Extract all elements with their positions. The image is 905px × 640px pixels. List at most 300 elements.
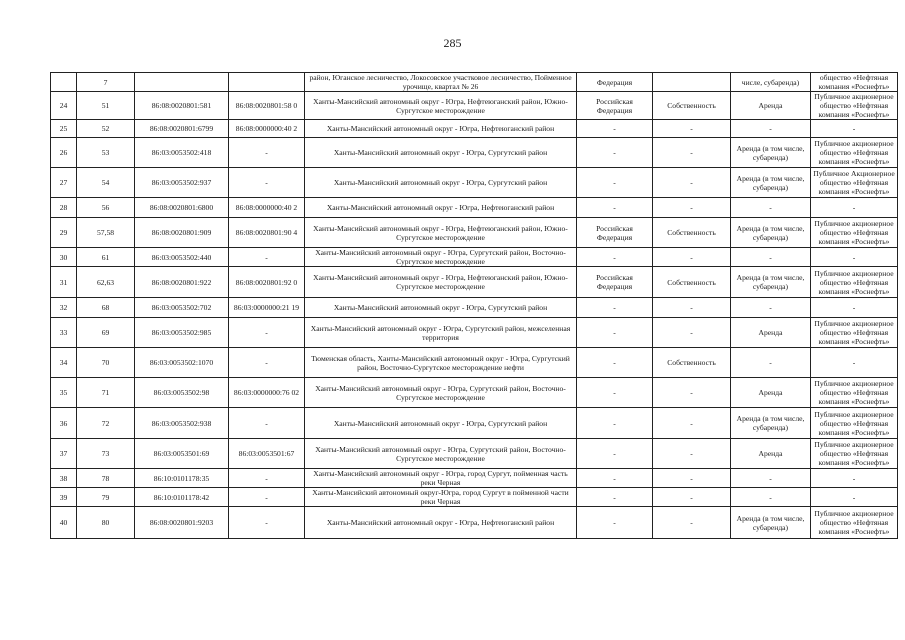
cadastral-number-cell xyxy=(135,298,229,318)
row-number-cell xyxy=(51,439,77,469)
row-number-cell-text: 29 xyxy=(59,228,68,237)
holder-cell-text: - xyxy=(852,124,856,133)
parent-cadastral-number-cell xyxy=(229,507,305,539)
owner-cell xyxy=(577,488,653,507)
encumbrance-cell-text: - xyxy=(769,303,772,312)
owner-cell xyxy=(577,469,653,488)
plot-index-cell-text: 68 xyxy=(101,303,110,312)
holder-cell xyxy=(811,507,898,539)
plot-index-cell xyxy=(77,198,135,218)
owner-cell-text: - xyxy=(613,418,616,428)
parent-cadastral-number-cell-text: 86:03:0053501:67 xyxy=(238,449,295,458)
encumbrance-cell xyxy=(731,218,811,248)
cadastral-number-cell xyxy=(135,138,229,168)
encumbrance-cell xyxy=(731,168,811,198)
owner-cell-text: - xyxy=(613,124,616,133)
right-type-cell-text: - xyxy=(690,124,693,133)
plot-index-cell-text: 57,58 xyxy=(96,228,115,237)
holder-cell-text: Публичное акционерное общество «Нефтяная компания «Роснефть» xyxy=(814,409,894,437)
owner-cell xyxy=(577,138,653,168)
owner-cell-text: - xyxy=(613,449,616,458)
encumbrance-cell-text: - xyxy=(769,358,772,367)
parent-cadastral-number-cell xyxy=(229,318,305,348)
plot-index-cell-text: 69 xyxy=(101,328,110,337)
cadastral-number-cell xyxy=(135,439,229,469)
right-type-cell-text: - xyxy=(690,178,693,187)
encumbrance-cell-text: - xyxy=(769,203,772,212)
holder-cell xyxy=(811,318,898,348)
row-number-cell xyxy=(51,168,77,198)
plot-index-cell-text: 80 xyxy=(101,518,110,527)
address-cell xyxy=(305,488,577,507)
row-number-cell-text: 30 xyxy=(59,252,68,262)
cadastral-number-cell-text: 86:03:0053502:985 xyxy=(151,328,212,337)
owner-cell-text: - xyxy=(613,148,616,157)
plot-index-cell xyxy=(77,120,135,138)
row-number-cell xyxy=(51,248,77,267)
owner-cell xyxy=(577,378,653,408)
right-type-cell-text: - xyxy=(690,518,693,527)
encumbrance-cell-text: Аренда xyxy=(758,101,783,110)
row-number-cell-text: 32 xyxy=(59,303,68,312)
encumbrance-cell-text: Аренда (в том числе, субаренда) xyxy=(736,513,805,532)
owner-cell-text: Российская Федерация xyxy=(596,96,633,115)
right-type-cell xyxy=(653,469,731,488)
address-cell xyxy=(305,348,577,378)
plot-index-cell xyxy=(77,348,135,378)
owner-cell-text: - xyxy=(613,358,616,367)
address-cell-text: Ханты-Мансийский автономный округ - Югра, Нефтеюганский район xyxy=(326,518,555,527)
owner-cell-text: - xyxy=(613,252,616,262)
parent-cadastral-number-cell-text: 86:08:0020801:58 0 xyxy=(235,101,298,110)
cadastral-number-cell-text: 86:03:0053502:1070 xyxy=(149,358,214,367)
right-type-cell-text: - xyxy=(690,328,693,337)
address-cell xyxy=(305,138,577,168)
address-cell-text: Ханты-Мансийский автономный округ - Югра, Сургутский район xyxy=(333,418,548,428)
plot-index-cell xyxy=(77,439,135,469)
holder-cell-text: Публичное акционерное общество «Нефтяная компания «Роснефть» xyxy=(814,268,894,296)
holder-cell xyxy=(811,469,898,488)
table-row xyxy=(51,408,898,439)
address-cell-text: Ханты-Мансийский автономный округ - Югра, город Сургут, пойменная часть реки Черная xyxy=(313,469,568,487)
cadastral-number-cell xyxy=(135,248,229,267)
row-number-cell-text: 36 xyxy=(59,418,68,428)
address-cell xyxy=(305,120,577,138)
right-type-cell xyxy=(653,198,731,218)
encumbrance-cell-text: Аренда xyxy=(758,388,783,397)
right-type-cell-text: - xyxy=(690,492,693,502)
encumbrance-cell xyxy=(731,378,811,408)
right-type-cell xyxy=(653,92,731,120)
row-number-cell-text: 25 xyxy=(59,124,68,133)
plot-index-cell-text: 61 xyxy=(101,252,110,262)
address-cell-text: Ханты-Мансийский автономный округ - Югра, Нефтеюганский район xyxy=(326,124,555,133)
holder-cell-text: - xyxy=(852,303,856,312)
cadastral-number-cell-text: 86:08:0020801:909 xyxy=(151,228,212,237)
right-type-cell xyxy=(653,138,731,168)
cadastral-number-cell xyxy=(135,507,229,539)
encumbrance-cell xyxy=(731,120,811,138)
parent-cadastral-number-cell-text: - xyxy=(265,178,268,187)
address-cell-text: Ханты-Мансийский автономный округ - Югра, Сургутский район xyxy=(333,178,548,187)
right-type-cell-text: - xyxy=(690,418,693,428)
address-cell xyxy=(305,469,577,488)
address-cell-text: Ханты-Мансийский автономный округ - Югра, Нефтеюганский район, Южно-Сургутское месторождение xyxy=(313,273,568,291)
owner-cell-text: Российская Федерация xyxy=(596,273,633,291)
row-number-cell-text: 40 xyxy=(59,518,68,527)
plot-index-cell xyxy=(77,168,135,198)
cadastral-number-cell-text: 86:10:0101178:42 xyxy=(153,492,210,502)
cadastral-number-cell xyxy=(135,92,229,120)
cadastral-number-cell xyxy=(135,408,229,439)
owner-cell-text: - xyxy=(613,203,616,212)
owner-cell xyxy=(577,348,653,378)
right-type-cell xyxy=(653,408,731,439)
cadastral-number-cell xyxy=(135,488,229,507)
encumbrance-cell-text: Аренда (в том числе, субаренда) xyxy=(736,414,805,432)
parent-cadastral-number-cell xyxy=(229,378,305,408)
parent-cadastral-number-cell-text: - xyxy=(265,358,268,367)
address-cell-text: Ханты-Мансийский автономный округ - Югра, Сургутский район, Восточно-Сургутское месторождение xyxy=(315,444,566,463)
row-number-cell xyxy=(51,318,77,348)
plot-index-cell xyxy=(77,469,135,488)
right-type-cell xyxy=(653,378,731,408)
cadastral-number-cell xyxy=(135,267,229,298)
address-cell-text: Ханты-Мансийский автономный округ - Югра, Сургутский район xyxy=(333,303,548,312)
plot-index-cell xyxy=(77,408,135,439)
holder-cell xyxy=(811,378,898,408)
plot-index-cell-text: 56 xyxy=(101,203,110,212)
address-cell-text: Ханты-Мансийский автономный округ - Югра, Сургутский район, межселенная территория xyxy=(310,323,571,342)
owner-cell-text: - xyxy=(613,303,616,312)
cadastral-number-cell-text: 86:03:0053502:938 xyxy=(151,418,212,428)
owner-cell xyxy=(577,73,653,92)
encumbrance-cell-text: - xyxy=(769,252,772,262)
holder-cell xyxy=(811,488,898,507)
plot-index-cell-text: 53 xyxy=(101,148,110,157)
right-type-cell xyxy=(653,120,731,138)
parent-cadastral-number-cell-text: - xyxy=(265,518,268,527)
address-cell xyxy=(305,408,577,439)
encumbrance-cell xyxy=(731,507,811,539)
holder-cell xyxy=(811,439,898,469)
cadastral-number-cell-text: 86:08:0020801:581 xyxy=(151,101,212,110)
plot-index-cell-text: 72 xyxy=(101,418,110,428)
row-number-cell xyxy=(51,348,77,378)
owner-cell xyxy=(577,267,653,298)
parent-cadastral-number-cell-text: - xyxy=(265,328,268,337)
encumbrance-cell-text: Аренда (в том числе, субаренда) xyxy=(736,143,805,162)
holder-cell-text: - xyxy=(852,358,856,367)
encumbrance-cell xyxy=(731,488,811,507)
holder-cell-text: - xyxy=(852,252,856,262)
right-type-cell xyxy=(653,298,731,318)
address-cell-text: район, Юганское лесничество, Локосовское участковое лесничество, Пойменное урочище, квартал № 26 xyxy=(309,73,572,91)
row-number-cell-text: 31 xyxy=(59,277,68,287)
row-number-cell xyxy=(51,488,77,507)
table-row xyxy=(51,218,898,248)
cadastral-number-cell-text: 86:08:0020801:922 xyxy=(151,277,212,287)
row-number-cell xyxy=(51,92,77,120)
owner-cell xyxy=(577,439,653,469)
holder-cell xyxy=(811,73,898,92)
right-type-cell-text: - xyxy=(690,303,693,312)
plot-index-cell-text: 62,63 xyxy=(96,277,115,287)
plot-index-cell xyxy=(77,507,135,539)
encumbrance-cell-text: - xyxy=(769,473,772,483)
right-type-cell xyxy=(653,73,731,92)
row-number-cell xyxy=(51,198,77,218)
cadastral-number-cell-text: 86:03:0053502:702 xyxy=(151,303,212,312)
address-cell-text: Тюменская область, Ханты-Мансийский автономный округ - Югра, Сургутский район, Восточно-Сургутское месторождение нефти xyxy=(311,353,570,372)
table-row xyxy=(51,507,898,539)
address-cell-text: Ханты-Мансийский автономный округ - Югра, Нефтеюганский район xyxy=(326,203,555,212)
parent-cadastral-number-cell-text: - xyxy=(265,492,268,502)
right-type-cell xyxy=(653,168,731,198)
encumbrance-cell xyxy=(731,92,811,120)
table-row xyxy=(51,120,898,138)
row-number-cell xyxy=(51,218,77,248)
holder-cell xyxy=(811,267,898,298)
holder-cell xyxy=(811,218,898,248)
encumbrance-cell xyxy=(731,439,811,469)
plot-index-cell-text: 70 xyxy=(101,358,110,367)
parent-cadastral-number-cell xyxy=(229,469,305,488)
table-row xyxy=(51,378,898,408)
parent-cadastral-number-cell xyxy=(229,92,305,120)
owner-cell xyxy=(577,92,653,120)
page-number: 285 xyxy=(443,36,462,50)
row-number-cell-text: 39 xyxy=(59,492,68,502)
parent-cadastral-number-cell-text: 86:03:0000000:21 19 xyxy=(233,303,300,312)
plot-index-cell xyxy=(77,218,135,248)
right-type-cell-text: - xyxy=(690,203,693,212)
right-type-cell-text: Собственность xyxy=(667,358,716,367)
encumbrance-cell xyxy=(731,408,811,439)
land-plot-registry-table xyxy=(50,72,898,539)
parent-cadastral-number-cell xyxy=(229,488,305,507)
parent-cadastral-number-cell xyxy=(229,120,305,138)
encumbrance-cell-text: - xyxy=(769,124,772,133)
parent-cadastral-number-cell xyxy=(229,298,305,318)
holder-cell-text: Публичное акционерное общество «Нефтяная компания «Роснефть» xyxy=(814,92,894,119)
right-type-cell xyxy=(653,507,731,539)
parent-cadastral-number-cell-text: - xyxy=(265,148,268,157)
right-type-cell xyxy=(653,267,731,298)
right-type-cell xyxy=(653,348,731,378)
owner-cell xyxy=(577,198,653,218)
row-number-cell xyxy=(51,298,77,318)
right-type-cell-text: - xyxy=(690,252,693,262)
parent-cadastral-number-cell-text: 86:08:0000000:40 2 xyxy=(235,124,298,133)
encumbrance-cell xyxy=(731,348,811,378)
cadastral-number-cell-text: 86:03:0053502:418 xyxy=(151,148,212,157)
encumbrance-cell-text: Аренда (в том числе, субаренда) xyxy=(736,223,805,242)
table-row xyxy=(51,298,898,318)
parent-cadastral-number-cell xyxy=(229,267,305,298)
row-number-cell xyxy=(51,507,77,539)
cadastral-number-cell-text: 86:03:0053502:98 xyxy=(153,388,210,397)
owner-cell xyxy=(577,218,653,248)
holder-cell-text: - xyxy=(852,203,856,212)
owner-cell-text: Федерация xyxy=(596,77,633,87)
parent-cadastral-number-cell xyxy=(229,408,305,439)
parent-cadastral-number-cell-text: 86:08:0000000:40 2 xyxy=(235,203,298,212)
owner-cell xyxy=(577,168,653,198)
parent-cadastral-number-cell xyxy=(229,439,305,469)
table-row xyxy=(51,469,898,488)
plot-index-cell xyxy=(77,138,135,168)
encumbrance-cell-text: Аренда xyxy=(758,328,783,337)
parent-cadastral-number-cell xyxy=(229,248,305,267)
cadastral-number-cell xyxy=(135,218,229,248)
table-row xyxy=(51,248,898,267)
encumbrance-cell xyxy=(731,318,811,348)
row-number-cell-text: 26 xyxy=(59,148,68,157)
row-number-cell xyxy=(51,73,77,92)
table-row xyxy=(51,198,898,218)
holder-cell xyxy=(811,198,898,218)
encumbrance-cell-text: Аренда xyxy=(758,449,783,458)
row-number-cell xyxy=(51,120,77,138)
plot-index-cell-text: 73 xyxy=(101,449,110,458)
holder-cell-text: Публичное акционерное общество «Нефтяная компания «Роснефть» xyxy=(814,509,894,536)
holder-cell-text: - xyxy=(852,492,856,502)
holder-cell-text: Публичное акционерное общество «Нефтяная компания «Роснефть» xyxy=(814,319,894,346)
encumbrance-cell xyxy=(731,469,811,488)
plot-index-cell xyxy=(77,92,135,120)
encumbrance-cell xyxy=(731,298,811,318)
encumbrance-cell xyxy=(731,267,811,298)
table-row xyxy=(51,488,898,507)
table-body xyxy=(51,73,898,539)
encumbrance-cell-text: - xyxy=(769,492,772,502)
address-cell xyxy=(305,267,577,298)
plot-index-cell-text: 79 xyxy=(101,492,110,502)
plot-index-cell-text: 52 xyxy=(101,124,110,133)
row-number-cell-text: 37 xyxy=(59,449,68,458)
holder-cell-text: Публичное акционерное общество «Нефтяная компания «Роснефть» xyxy=(814,440,894,467)
right-type-cell xyxy=(653,318,731,348)
address-cell xyxy=(305,378,577,408)
address-cell xyxy=(305,298,577,318)
parent-cadastral-number-cell xyxy=(229,168,305,198)
owner-cell-text: - xyxy=(613,328,616,337)
address-cell xyxy=(305,73,577,92)
cadastral-number-cell xyxy=(135,168,229,198)
address-cell xyxy=(305,248,577,267)
parent-cadastral-number-cell-text: 86:08:0020801:90 4 xyxy=(235,228,298,237)
table-row xyxy=(51,318,898,348)
table-row xyxy=(51,267,898,298)
parent-cadastral-number-cell-text: - xyxy=(265,473,268,483)
owner-cell-text: - xyxy=(613,518,616,527)
holder-cell xyxy=(811,248,898,267)
owner-cell-text: - xyxy=(613,388,616,397)
holder-cell xyxy=(811,168,898,198)
holder-cell xyxy=(811,298,898,318)
owner-cell xyxy=(577,318,653,348)
holder-cell xyxy=(811,120,898,138)
row-number-cell xyxy=(51,469,77,488)
plot-index-cell xyxy=(77,488,135,507)
right-type-cell-text: Собственность xyxy=(667,277,716,287)
encumbrance-cell xyxy=(731,198,811,218)
parent-cadastral-number-cell-text: - xyxy=(265,252,268,262)
encumbrance-cell-text: Аренда (в том числе, субаренда) xyxy=(736,273,805,291)
owner-cell xyxy=(577,248,653,267)
owner-cell xyxy=(577,120,653,138)
holder-cell-text: - xyxy=(852,473,856,483)
right-type-cell-text: Собственность xyxy=(667,228,716,237)
table-row xyxy=(51,168,898,198)
parent-cadastral-number-cell xyxy=(229,138,305,168)
address-cell xyxy=(305,218,577,248)
right-type-cell xyxy=(653,248,731,267)
address-cell xyxy=(305,168,577,198)
holder-cell-text: Публичное акционерное общество «Нефтяная компания «Роснефть» xyxy=(814,219,894,246)
cadastral-number-cell xyxy=(135,378,229,408)
row-number-cell-text: 27 xyxy=(59,178,68,187)
cadastral-number-cell xyxy=(135,73,229,92)
row-number-cell xyxy=(51,378,77,408)
address-cell xyxy=(305,439,577,469)
holder-cell xyxy=(811,138,898,168)
address-cell xyxy=(305,198,577,218)
holder-cell-text: Публичное акционерное общество «Нефтяная компания «Роснефть» xyxy=(814,139,894,166)
owner-cell xyxy=(577,408,653,439)
row-number-cell-text: 24 xyxy=(59,101,68,110)
right-type-cell-text: Собственность xyxy=(667,101,716,110)
cadastral-number-cell-text: 86:08:0020801:6800 xyxy=(149,203,214,212)
row-number-cell xyxy=(51,267,77,298)
plot-index-cell xyxy=(77,298,135,318)
row-number-cell-text: 28 xyxy=(59,203,68,212)
row-number-cell-text: 33 xyxy=(59,328,68,337)
owner-cell-text: - xyxy=(613,492,616,502)
cadastral-number-cell xyxy=(135,348,229,378)
plot-index-cell xyxy=(77,318,135,348)
table-row xyxy=(51,348,898,378)
right-type-cell-text: - xyxy=(690,388,693,397)
address-cell-text: Ханты-Мансийский автономный округ-Югра, город Сургут в пойменной части реки Черная xyxy=(312,488,569,506)
plot-index-cell-text: 7 xyxy=(103,77,108,87)
plot-index-cell xyxy=(77,73,135,92)
table-row xyxy=(51,73,898,92)
right-type-cell xyxy=(653,439,731,469)
cadastral-number-cell-text: 86:10:0101178:35 xyxy=(153,473,210,483)
encumbrance-cell xyxy=(731,73,811,92)
parent-cadastral-number-cell xyxy=(229,348,305,378)
row-number-cell-text: 34 xyxy=(59,358,68,367)
owner-cell xyxy=(577,507,653,539)
row-number-cell-text: 35 xyxy=(59,388,68,397)
right-type-cell-text: - xyxy=(690,473,693,483)
owner-cell-text: - xyxy=(613,178,616,187)
owner-cell-text: Российская Федерация xyxy=(596,223,633,242)
cadastral-number-cell-text: 86:08:0020801:6799 xyxy=(149,124,214,133)
plot-index-cell xyxy=(77,267,135,298)
parent-cadastral-number-cell xyxy=(229,218,305,248)
address-cell-text: Ханты-Мансийский автономный округ - Югра, Сургутский район, Восточно-Сургутское месторождение xyxy=(315,248,566,266)
cadastral-number-cell-text: 86:03:0053502:937 xyxy=(151,178,212,187)
encumbrance-cell xyxy=(731,138,811,168)
cadastral-number-cell-text: 86:03:0053501:69 xyxy=(153,449,210,458)
cadastral-number-cell xyxy=(135,120,229,138)
plot-index-cell-text: 78 xyxy=(101,473,110,483)
table-row xyxy=(51,138,898,168)
holder-cell-text: Публичное Акционерное общество «Нефтяная компания «Роснефть» xyxy=(813,169,895,196)
